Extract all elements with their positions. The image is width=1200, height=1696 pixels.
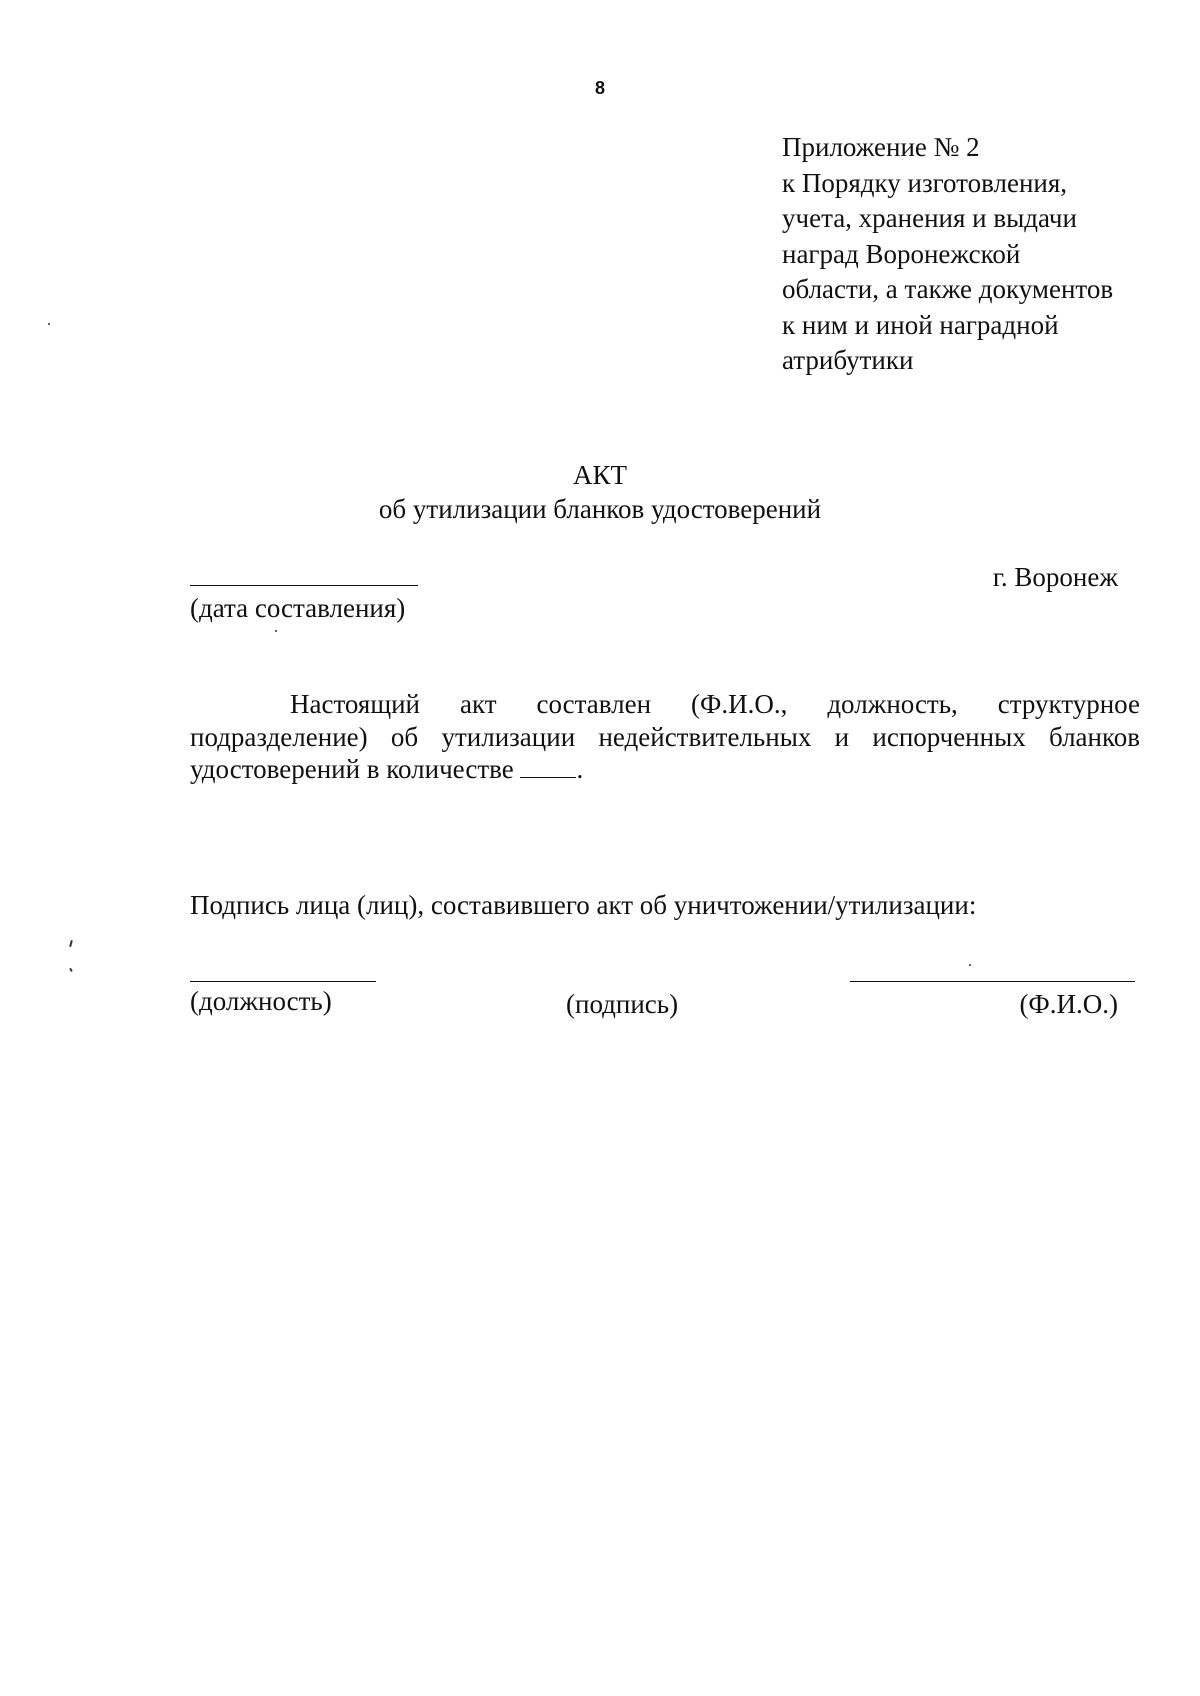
quantity-blank <box>520 753 576 778</box>
act-title: АКТ <box>573 460 627 490</box>
scan-speck <box>69 940 72 947</box>
body-line-end: . <box>576 754 584 784</box>
appendix-note <box>782 130 1182 379</box>
body-paragraph <box>190 688 1140 786</box>
appendix-line: атрибутики <box>782 345 914 375</box>
name-blank-line <box>850 981 1135 982</box>
appendix-line: области, а также документов <box>782 274 1114 304</box>
body-line <box>190 753 1140 786</box>
city-name: г. Воронеж <box>992 562 1118 592</box>
act-subtitle: об утилизации бланков удостоверений <box>378 494 822 524</box>
scan-speck <box>969 964 971 966</box>
appendix-line: наград Воронежской <box>782 238 1021 269</box>
position-blank-line <box>190 981 376 982</box>
scan-speck <box>275 630 277 632</box>
appendix-line: Приложение № 2 <box>782 132 980 162</box>
position-label: (должность) <box>190 986 332 1016</box>
scan-speck <box>48 323 50 325</box>
scan-speck <box>69 968 72 972</box>
date-blank-line <box>190 585 418 586</box>
date-label: (дата составления) <box>190 593 406 623</box>
signature-heading: Подпись лица (лиц), составившего акт об уничтожении/утилизации: <box>190 890 977 920</box>
sign-label: (подпись) <box>566 989 679 1019</box>
name-label: (Ф.И.О.) <box>1019 989 1118 1019</box>
page-number: 8 <box>594 78 605 98</box>
body-line: подразделение) об утилизации недействительных и испорченных бланков <box>190 721 1140 752</box>
appendix-line: к Порядку изготовления, <box>782 167 1068 198</box>
body-line: Настоящий акт составлен (Ф.И.О., должность, структурное <box>290 689 1140 719</box>
body-line-text: удостоверений в количестве <box>190 754 514 784</box>
appendix-line: учета, хранения и выдачи <box>782 203 1077 233</box>
appendix-line: к ним и иной наградной <box>782 309 1059 340</box>
